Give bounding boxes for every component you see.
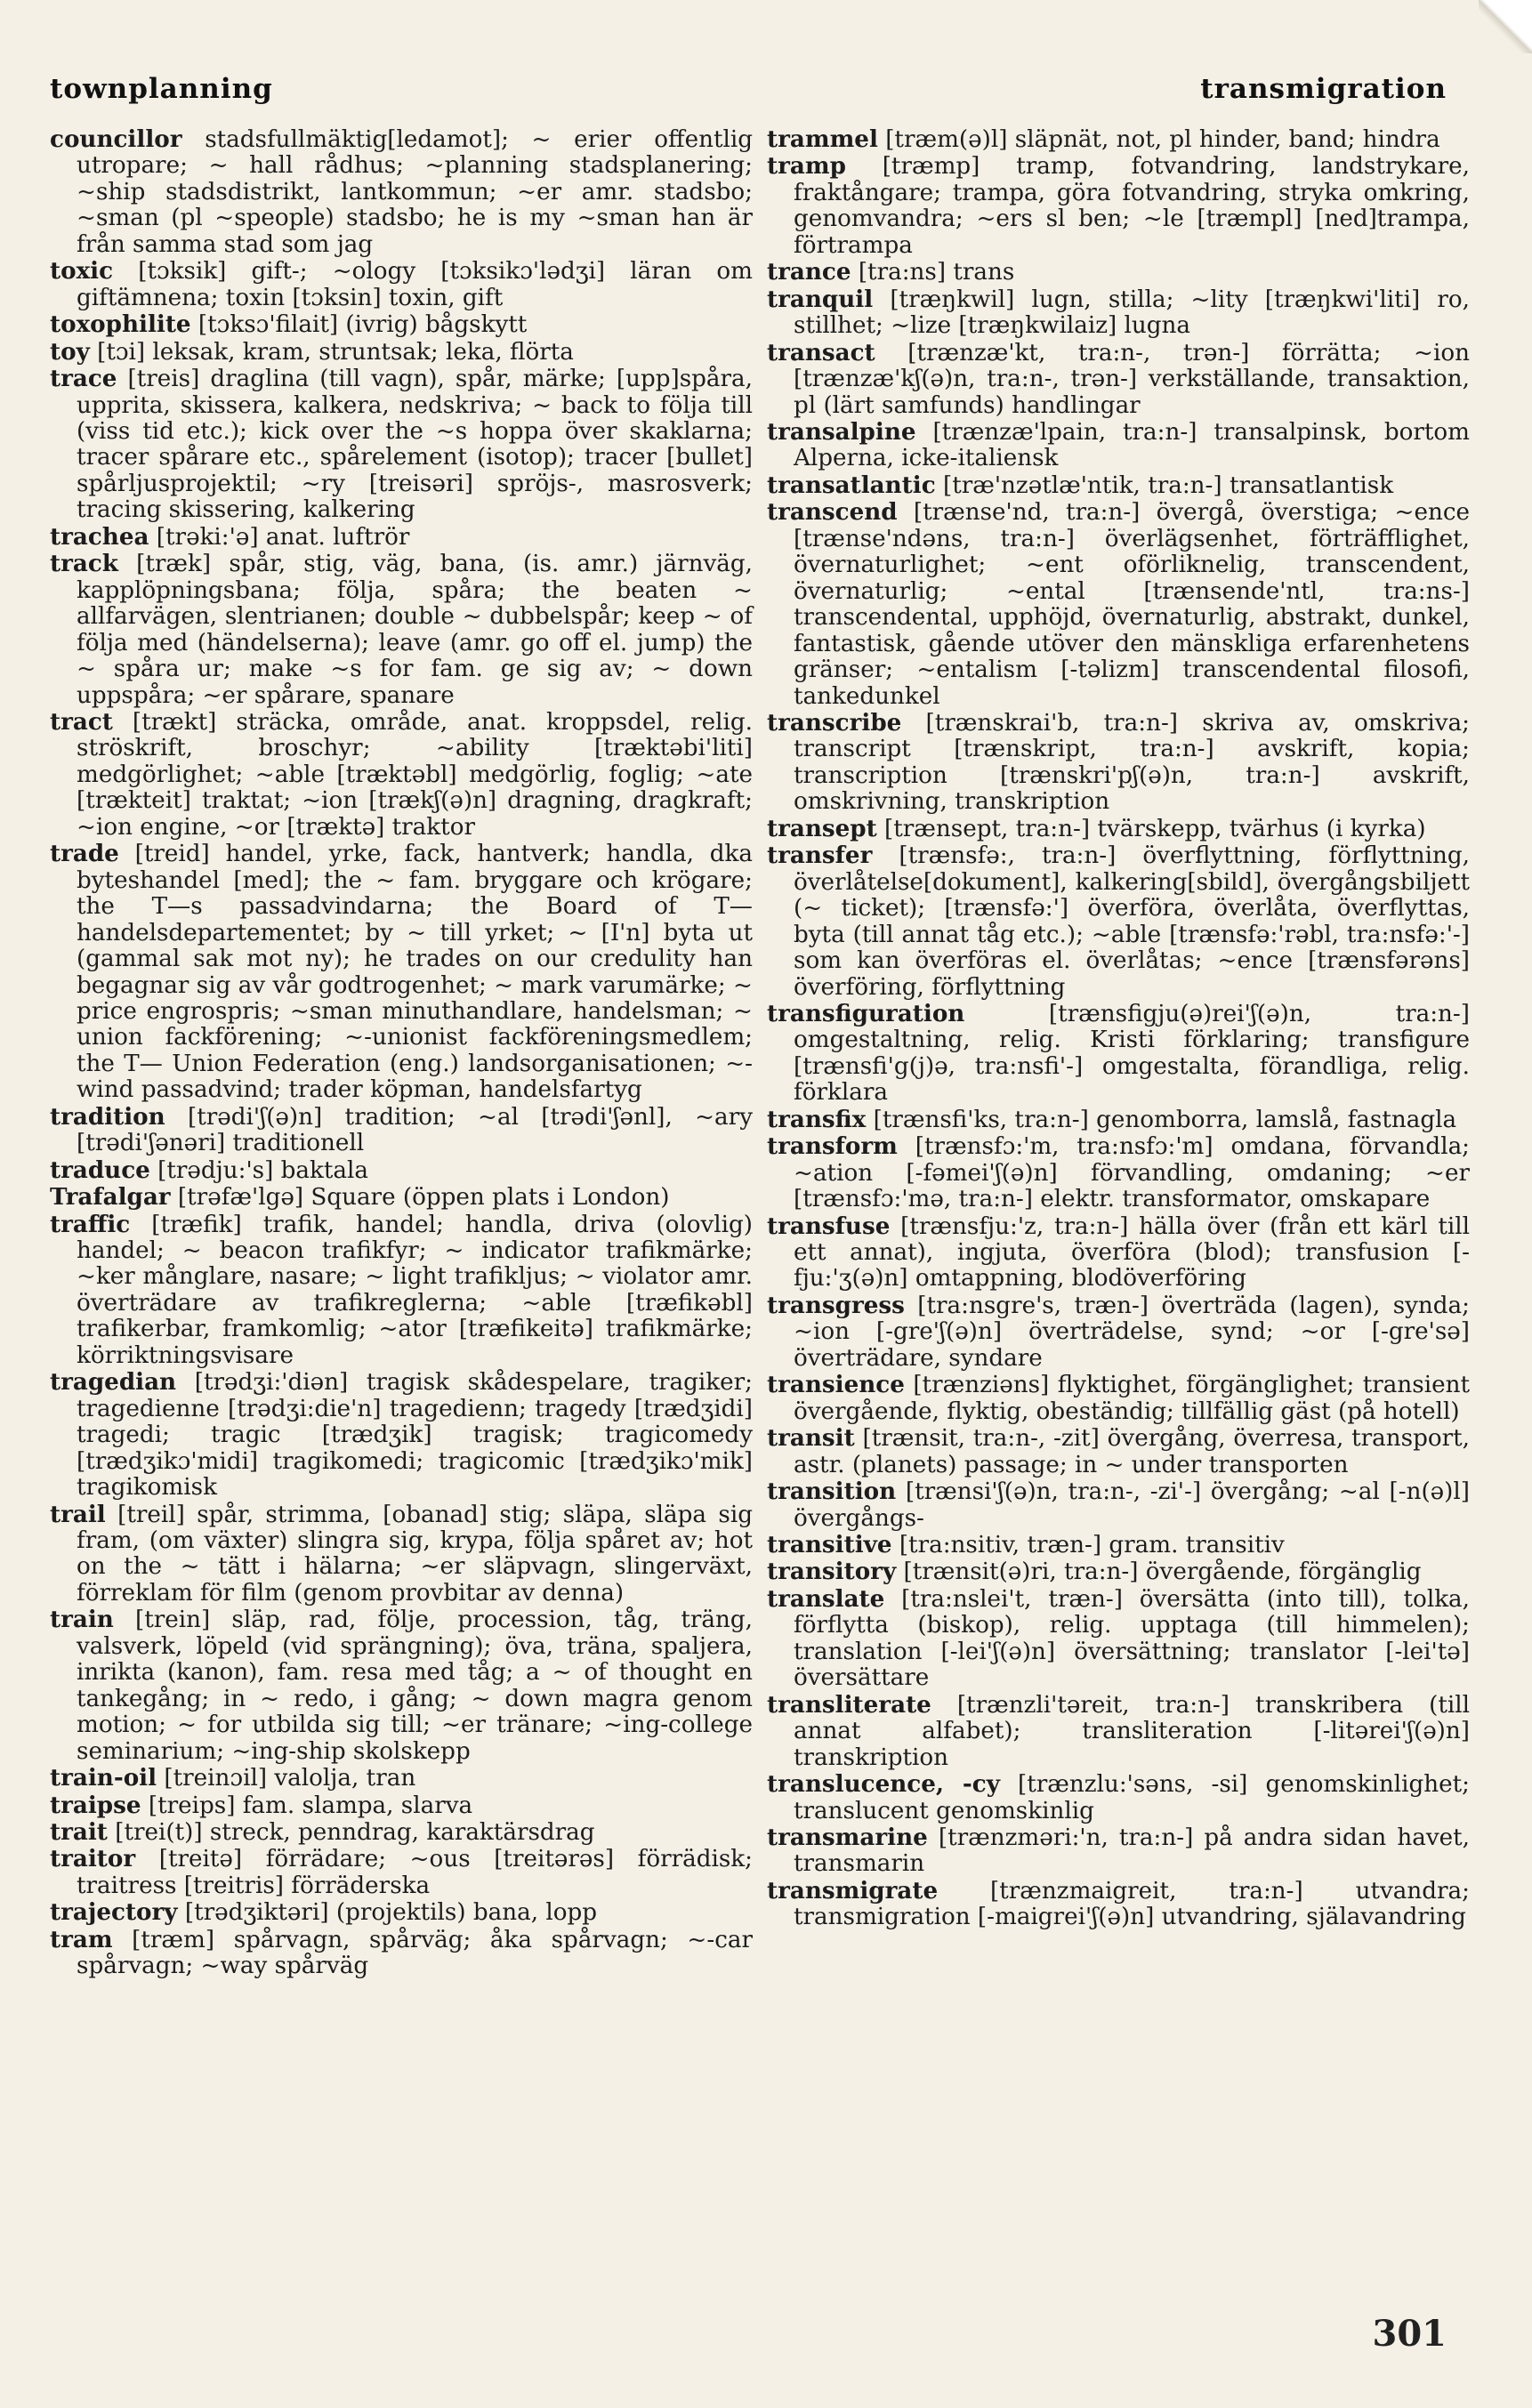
dictionary-entry xyxy=(767,710,1470,816)
definition: [trænsfɔ:'m, tra:nsfɔ:'m] omdana, förvandla; ~ation [-fəmei'ʃ(ə)n] förvandling, omdaning; ~er [trænsfɔ:'mə, tra:n-] elektr. transformator, omskapare xyxy=(794,1133,1470,1213)
dictionary-entry xyxy=(50,841,753,1104)
headword: transact xyxy=(767,338,875,366)
dictionary-entry xyxy=(50,1765,753,1792)
headword: councillor xyxy=(50,125,182,153)
definition: [treips] fam. slampa, slarva xyxy=(141,1792,473,1819)
headword: traipse xyxy=(50,1791,141,1819)
headword: track xyxy=(50,550,118,578)
dictionary-entry xyxy=(767,499,1470,710)
headword: toxophilite xyxy=(50,310,191,339)
dictionary-entry xyxy=(767,1001,1470,1107)
definition: [træm] spårvagn, spårväg; åka spårvagn; ~-car spårvagn; ~way spårväg xyxy=(77,1926,753,1980)
headword: toy xyxy=(50,337,90,366)
dictionary-entry xyxy=(767,1692,1470,1771)
dictionary-entry xyxy=(767,1586,1470,1692)
headword: transit xyxy=(767,1424,855,1453)
definition: [treid] handel, yrke, fack, hantverk; handla, dka byteshandel [med]; the ~ fam. bryggare och krögare; the T—s passadvindarna; the Board of T— handelsdepartementet; by ~ till yrket; ~ [I'n] byta ut (gammal sak mot ny); he trades on our credulity han begagnar sig av vår godtrogenhet; ~ mark varumärke; ~ price engrospris; ~sman minuthandlare, handelsman; ~ union fackförening; ~-unionist fackföreningsmedlem; the T— Union Federation (eng.) landsorganisationen; ~-wind passadvind; trader köpman, handelsfartyg xyxy=(77,841,753,1104)
headword: trammel xyxy=(767,125,878,153)
dictionary-entry xyxy=(50,1157,753,1184)
definition: stadsfullmäktig[ledamot]; ~ erier offentlig utropare; ~ hall rådhus; ~planning stadsplanering; ~ship stadsdistrikt, lantkommun; ~er amr. stadsbo; ~sman (pl ~speople) stadsbo; he is my ~sman han är från samma stad som jag xyxy=(77,126,753,258)
definition: [træm(ə)l] släpnät, not, pl hinder, band; hindra xyxy=(877,126,1440,153)
page-corner-curl xyxy=(1479,0,1532,53)
running-header-right: transmigration xyxy=(1200,73,1447,105)
headword: transmigrate xyxy=(767,1876,939,1905)
definition: [tra:ns] trans xyxy=(851,259,1015,286)
dictionary-entry xyxy=(767,472,1470,499)
definition: [trænsfju:'z, tra:n-] hälla över (från ett kärl till ett annat), ingjuta, överföra (blod); transfusion [-fju:'ʒ(ə)n] omtappning, blodöverföring xyxy=(794,1212,1470,1293)
definition: [trænse'nd, tra:n-] övergå, överstiga; ~ence [trænse'ndəns, tra:n-] överlägsenhet, förträfflighet, övernaturlighet; ~ent oförliknelig, transcendent, övernaturlig; ~ental [trænsende'ntl, tra:ns-] transcendental, upphöjd, övernaturlig, abstrakt, dunkel, fantastisk, gående utöver den mänskliga erfarenhetens gränser; ~entalism [-təlizm] transcendental filosofi, tankedunkel xyxy=(794,499,1470,710)
headword: trait xyxy=(50,1818,108,1846)
definition: [trænsfə:, tra:n-] överflyttning, förflyttning, överlåtelse[dokument], kalkering[sbild], övergångsbiljett (~ ticket); [trænsfə:'] överföra, överlåta, överflyttas, byta (till annat tåg etc.); ~able [trænsfə:'rəbl, tra:nsfə:'-] som kan överföras el. överlåtas; ~ence [trænsfərəns] överföring, förflyttning xyxy=(794,842,1470,1001)
headword: transliterate xyxy=(767,1690,931,1719)
dictionary-entry xyxy=(767,340,1470,419)
definition: [trænzæ'lpain, tra:n-] transalpinsk, bortom Alperna, icke-italiensk xyxy=(794,418,1470,472)
definition: [treitə] förrädare; ~ous [treitərəs] förrädisk; traitress [treitris] förräderska xyxy=(77,1846,753,1899)
headword: transcribe xyxy=(767,708,902,737)
dictionary-entry xyxy=(767,816,1470,842)
dictionary-entry xyxy=(50,126,753,258)
headword: trace xyxy=(50,365,117,393)
headword: tragedian xyxy=(50,1368,177,1397)
definition: [tɔi] leksak, kram, struntsak; leka, flörta xyxy=(89,338,574,366)
dictionary-entry xyxy=(50,709,753,841)
definition: [træ'nzətlæ'ntik, tra:n-] transatlantisk xyxy=(935,471,1394,499)
dictionary-entry xyxy=(50,1104,753,1157)
headword: tramp xyxy=(767,152,846,181)
headword: transitive xyxy=(767,1531,892,1559)
headword: transept xyxy=(767,814,877,842)
definition: [tɔksik] gift-; ~ology [tɔksikɔ'lədʒi] läran om giftämnena; toxin [tɔksin] toxin, gift xyxy=(77,258,753,311)
definition: [trænsfigju(ə)rei'ʃ(ə)n, tra:n-] omgestaltning, relig. Kristi förklaring; transfigure [trænsfi'g(j)ə, tra:nsfi'-] omgestalta, förandliga, relig. förklara xyxy=(794,1000,1470,1107)
headword: trance xyxy=(767,258,851,286)
dictionary-entry xyxy=(767,842,1470,1001)
dictionary-entry xyxy=(50,551,753,709)
headword: tract xyxy=(50,707,113,736)
dictionary-entry xyxy=(767,1133,1470,1212)
definition: [trəki:'ə] anat. luftrör xyxy=(149,523,410,551)
headword: transalpine xyxy=(767,417,916,446)
headword: Trafalgar xyxy=(50,1183,171,1212)
headword: trajectory xyxy=(50,1898,178,1927)
dictionary-entry xyxy=(50,1607,753,1765)
definition: [trækt] sträcka, område, anat. kroppsdel, relig. ströskrift, broschyr; ~ability [træktəbi'liti] medgörlighet; ~able [træktəbl] medgörlig, foglig; ~ate [trækteit] traktat; ~ion [trækʃ(ə)n] dragning, dragkraft; ~ion engine, ~or [træktə] traktor xyxy=(77,708,753,841)
headword: translucence, -cy xyxy=(767,1770,1000,1799)
right-column xyxy=(767,126,1470,1931)
definition: [tra:nslei't, træn-] översätta (into till), tolka, förflytta (biskop), relig. upptaga (till himmelen); translation [-lei'ʃ(ə)n] översättning; translator [-lei'tə] översättare xyxy=(794,1585,1470,1692)
definition: [trədju:'s] baktala xyxy=(149,1156,369,1184)
dictionary-entry xyxy=(50,366,753,524)
definition: [trədʒiktəri] (projektils) bana, lopp xyxy=(177,1899,598,1927)
headword: traitor xyxy=(50,1845,136,1873)
dictionary-entry xyxy=(50,339,753,366)
dictionary-entry xyxy=(767,1878,1470,1931)
headword: trachea xyxy=(50,522,149,551)
dictionary-entry xyxy=(767,126,1470,153)
definition: [trænzlu:'səns, -si] genomskinlighet; translucent genomskinlig xyxy=(794,1771,1470,1824)
dictionary-entry xyxy=(50,1502,753,1607)
definition: [træk] spår, stig, väg, bana, (is. amr.) järnväg, kapplöpningsbana; följa, spåra; the beaten ~ allfarvägen, slentrianen; double ~ dubbelspår; keep ~ of följa med (händelserna); leave (amr. go off el. jump) the ~ spåra ur; make ~s for fam. ge sig av; ~ down uppspåra; ~er spårare, spanare xyxy=(77,551,753,709)
page-number: 301 xyxy=(1372,2313,1447,2355)
dictionary-entry xyxy=(767,1558,1470,1585)
dictionary-entry xyxy=(50,1792,753,1819)
dictionary-entry xyxy=(50,1212,753,1370)
definition: [tra:nsitiv, træn-] gram. transitiv xyxy=(891,1532,1285,1559)
definition: [træmp] tramp, fotvandring, landstrykare, fraktångare; trampa, göra fotvandring, stryka omkring, genomvandra; ~ers sl ben; ~le [træmpl] [ned]trampa, förtrampa xyxy=(794,153,1470,259)
definition: [treinɔil] valolja, tran xyxy=(157,1765,416,1792)
definition: [trei(t)] streck, penndrag, karaktärsdrag xyxy=(107,1819,595,1846)
definition: [trænzməri:'n, tra:n-] på andra sidan havet, transmarin xyxy=(794,1824,1470,1878)
dictionary-entry xyxy=(50,524,753,551)
dictionary-entry xyxy=(50,1819,753,1846)
headword: train xyxy=(50,1606,114,1634)
headword: transience xyxy=(767,1371,905,1399)
dictionary-entry xyxy=(50,1369,753,1501)
headword: toxic xyxy=(50,257,114,286)
definition: [trədi'ʃ(ə)n] tradition; ~al [trədi'ʃənl], ~ary [trədi'ʃənəri] traditionell xyxy=(77,1103,753,1157)
headword: traduce xyxy=(50,1156,150,1184)
dictionary-entry xyxy=(767,1771,1470,1824)
headword: tram xyxy=(50,1925,113,1953)
definition: [treil] spår, strimma, [obanad] stig; släpa, släpa sig fram, (om växter) slingra sig, krypa, följa spåret av; hot on the ~ tätt i hälarna; ~er släpvagn, slingerväxt, förreklam för film (genom provbitar av denna) xyxy=(77,1501,753,1607)
dictionary-entry xyxy=(767,1824,1470,1878)
headword: tranquil xyxy=(767,285,874,313)
headword: transatlantic xyxy=(767,471,936,499)
dictionary-entry xyxy=(50,311,753,338)
definition: [trəfæ'lgə] Square (öppen plats i London) xyxy=(170,1184,670,1212)
headword: transgress xyxy=(767,1291,905,1319)
headword: transcend xyxy=(767,498,898,527)
dictionary-entry xyxy=(767,1425,1470,1478)
dictionary-entry xyxy=(767,286,1470,340)
headword: translate xyxy=(767,1584,885,1613)
headword: trade xyxy=(50,840,119,868)
headword: trail xyxy=(50,1500,106,1528)
definition: [trænzæ'kt, tra:n-, trən-] förrätta; ~ion [trænzæ'kʃ(ə)n, tra:n-, trən-] verkställande, transaktion, pl (lärt samfunds) handlingar xyxy=(794,339,1470,419)
definition: [træfik] trafik, handel; handla, driva (olovlig) handel; ~ beacon trafikfyr; ~ indicator trafikmärke; ~ker månglare, nasare; ~ light trafikljus; ~ violator amr. överträdare av trafikreglerna; ~able [træfikəbl] trafikerbar, framkomlig; ~ator [træfikeitə] trafikmärke; körriktningsvisare xyxy=(77,1211,753,1369)
headword: traffic xyxy=(50,1210,131,1238)
definition: [trænskrai'b, tra:n-] skriva av, omskriva; transcript [trænskript, tra:n-] avskrift, kopia; transcription [trænskri'pʃ(ə)n, tra:n-] avskrift, omskrivning, transkription xyxy=(794,709,1470,816)
headword: tradition xyxy=(50,1102,165,1131)
definition: [trænsfi'ks, tra:n-] genomborra, lamslå, fastnagla xyxy=(866,1106,1457,1133)
definition: [tra:nsgre's, træn-] överträda (lagen), synda; ~ion [-gre'ʃ(ə)n] överträdelse, synd; ~or [-gre'sə] överträdare, syndare xyxy=(794,1292,1470,1372)
headword: transfuse xyxy=(767,1212,891,1240)
definition: [trænzli'təreit, tra:n-] transkribera (till annat alfabet); transliteration [-litərei'ʃ(ə)n] transkription xyxy=(794,1691,1470,1771)
definition: [tɔksɔ'filait] (ivrig) bågskytt xyxy=(190,311,528,339)
definition: [trænziəns] flyktighet, förgänglighet; transient övergående, flyktig, obeständig; tillfällig gäst (på hotell) xyxy=(794,1372,1470,1425)
running-header-left: townplanning xyxy=(50,73,273,105)
dictionary-entry xyxy=(767,1107,1470,1133)
dictionary-entry xyxy=(767,1532,1470,1558)
dictionary-entry xyxy=(767,153,1470,259)
dictionary-entry xyxy=(50,1846,753,1899)
definition: [trænsept, tra:n-] tvärskepp, tvärhus (i kyrka) xyxy=(876,815,1426,842)
left-column xyxy=(50,126,753,1980)
headword: transfix xyxy=(767,1105,867,1133)
headword: transitory xyxy=(767,1558,897,1586)
dictionary-entry xyxy=(767,1293,1470,1372)
definition: [træŋkwil] lugn, stilla; ~lity [træŋkwi'liti] ro, stillhet; ~lize [træŋkwilaiz] lugna xyxy=(794,286,1470,340)
dictionary-entry xyxy=(50,1899,753,1926)
headword: transmarine xyxy=(767,1824,928,1851)
headword: transform xyxy=(767,1132,898,1161)
definition: [trænzmaigreit, tra:n-] utvandra; transmigration [-maigrei'ʃ(ə)n] utvandring, själavandring xyxy=(794,1877,1470,1931)
definition: [trədʒi:'diən] tragisk skådespelare, tragiker; tragedienne [trədʒi:die'n] tragedienn; tragedy [trædʒidi] tragedi; tragic [trædʒik] tragisk; tragicomedy [trædʒikɔ'midi] tragikomedi; tragicomic [trædʒikɔ'mik] tragikomisk xyxy=(77,1369,753,1502)
dictionary-entry xyxy=(767,259,1470,286)
definition: [trein] släp, rad, följe, procession, tåg, träng, valsverk, löpeld (vid sprängning); öva, träna, spaljera, inrikta (kanon), fam. resa med tåg; a ~ of thought en tankegång; in ~ redo, i gång; ~ down magra genom motion; ~ for utbilda sig till; ~er tränare; ~ing-college seminarium; ~ing-ship skolskepp xyxy=(77,1607,753,1765)
dictionary-entry xyxy=(767,419,1470,472)
definition: [trænsi'ʃ(ə)n, tra:n-, -zi'-] övergång; ~al [-n(ə)l] övergångs- xyxy=(794,1478,1470,1532)
dictionary-entry xyxy=(767,1372,1470,1425)
dictionary-entry xyxy=(50,258,753,311)
headword: transfiguration xyxy=(767,999,965,1027)
definition: [treis] draglina (till vagn), spår, märke; [upp]spåra, upprita, skissera, kalkera, nedskriva; ~ back to följa till (viss tid etc.); kick over the ~s hoppa över skaklarna; tracer spårare etc., spårelement (isotop); tracer [bullet] spårljusprojektil; ~ry [treisəri] spröjs-, masrosverk; tracing skissering, kalkering xyxy=(77,366,753,524)
headword: train-oil xyxy=(50,1764,157,1792)
dictionary-entry xyxy=(50,1927,753,1980)
dictionary-entry xyxy=(767,1478,1470,1532)
definition: [trænsit, tra:n-, -zit] övergång, överresa, transport, astr. (planets) passage; in ~ under transporten xyxy=(794,1425,1470,1478)
definition: [trænsit(ə)ri, tra:n-] övergående, förgänglig xyxy=(896,1558,1422,1586)
headword: transfer xyxy=(767,842,873,870)
dictionary-entry xyxy=(767,1213,1470,1293)
headword: transition xyxy=(767,1478,897,1506)
dictionary-entry xyxy=(50,1184,753,1211)
